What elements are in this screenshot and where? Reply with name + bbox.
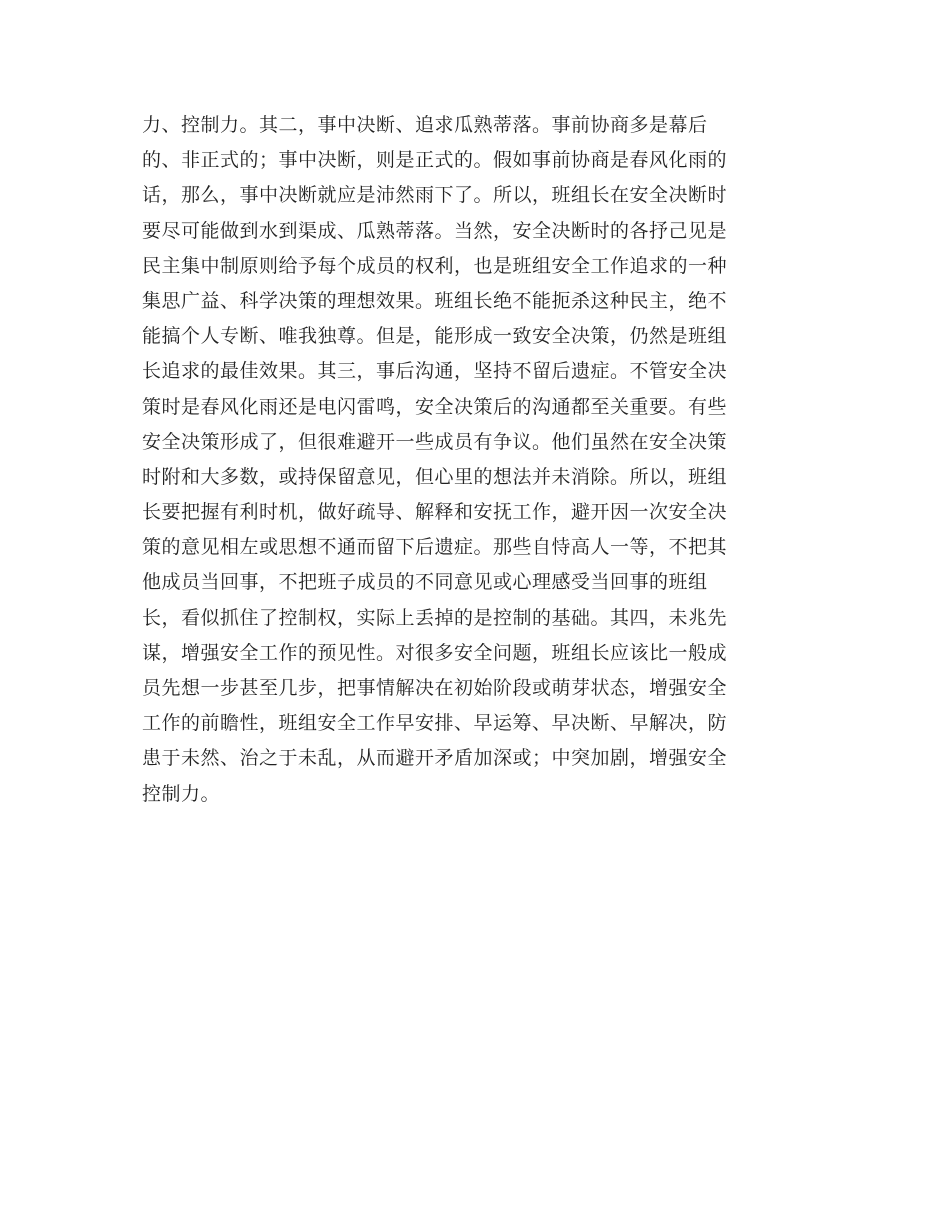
text-line: 要尽可能做到水到渠成、瓜熟蒂落。当然，安全决断时的各抒己见是 [142,219,728,242]
text-line: 长追求的最佳效果。其三，事后沟通，坚持不留后遗症。不管安全决 [142,360,728,383]
text-line: 谋，增强安全工作的预见性。对很多安全问题，班组长应该比一般成 [142,641,728,664]
text-line: 策时是春风化雨还是电闪雷鸣，安全决策后的沟通都至关重要。有些 [142,395,728,418]
text-line: 安全决策形成了，但很难避开一些成员有争议。他们虽然在安全决策 [142,430,728,453]
text-line: 患于未然、治之于未乱，从而避开矛盾加深或；中突加剧，增强安全 [142,747,728,770]
text-line: 策的意见相左或思想不通而留下后遗症。那些自恃高人一等，不把其 [142,536,728,559]
text-line: 长，看似抓住了控制权，实际上丢掉的是控制的基础。其四，未兆先 [142,606,728,629]
text-line: 长要把握有利时机，做好疏导、解释和安抚工作，避开因一次安全决 [142,501,728,524]
text-line: 民主集中制原则给予每个成员的权利，也是班组安全工作追求的一种 [142,254,728,277]
text-line: 能搞个人专断、唯我独尊。但是，能形成一致安全决策，仍然是班组 [142,325,728,348]
text-line: 时附和大多数，或持保留意见，但心里的想法并未消除。所以，班组 [142,465,728,488]
text-line: 话，那么，事中决断就应是沛然雨下了。所以，班组长在安全决断时 [142,184,728,207]
body-paragraph [142,108,802,812]
text-line: 集思广益、科学决策的理想效果。班组长绝不能扼杀这种民主，绝不 [142,289,728,312]
text-line: 员先想一步甚至几步，把事情解决在初始阶段或萌芽状态，增强安全 [142,677,728,699]
text-line: 控制力。 [142,782,221,805]
text-line: 工作的前瞻性，班组安全工作早安排、早运筹、早决断、早解决，防 [142,712,728,735]
text-line: 的、非正式的；事中决断，则是正式的。假如事前协商是春风化雨的 [142,149,728,172]
text-line: 力、控制力。其二，事中决断、追求瓜熟蒂落。事前协商多是幕后 [142,114,708,136]
text-line: 他成员当回事，不把班子成员的不同意见或心理感受当回事的班组 [142,571,708,594]
